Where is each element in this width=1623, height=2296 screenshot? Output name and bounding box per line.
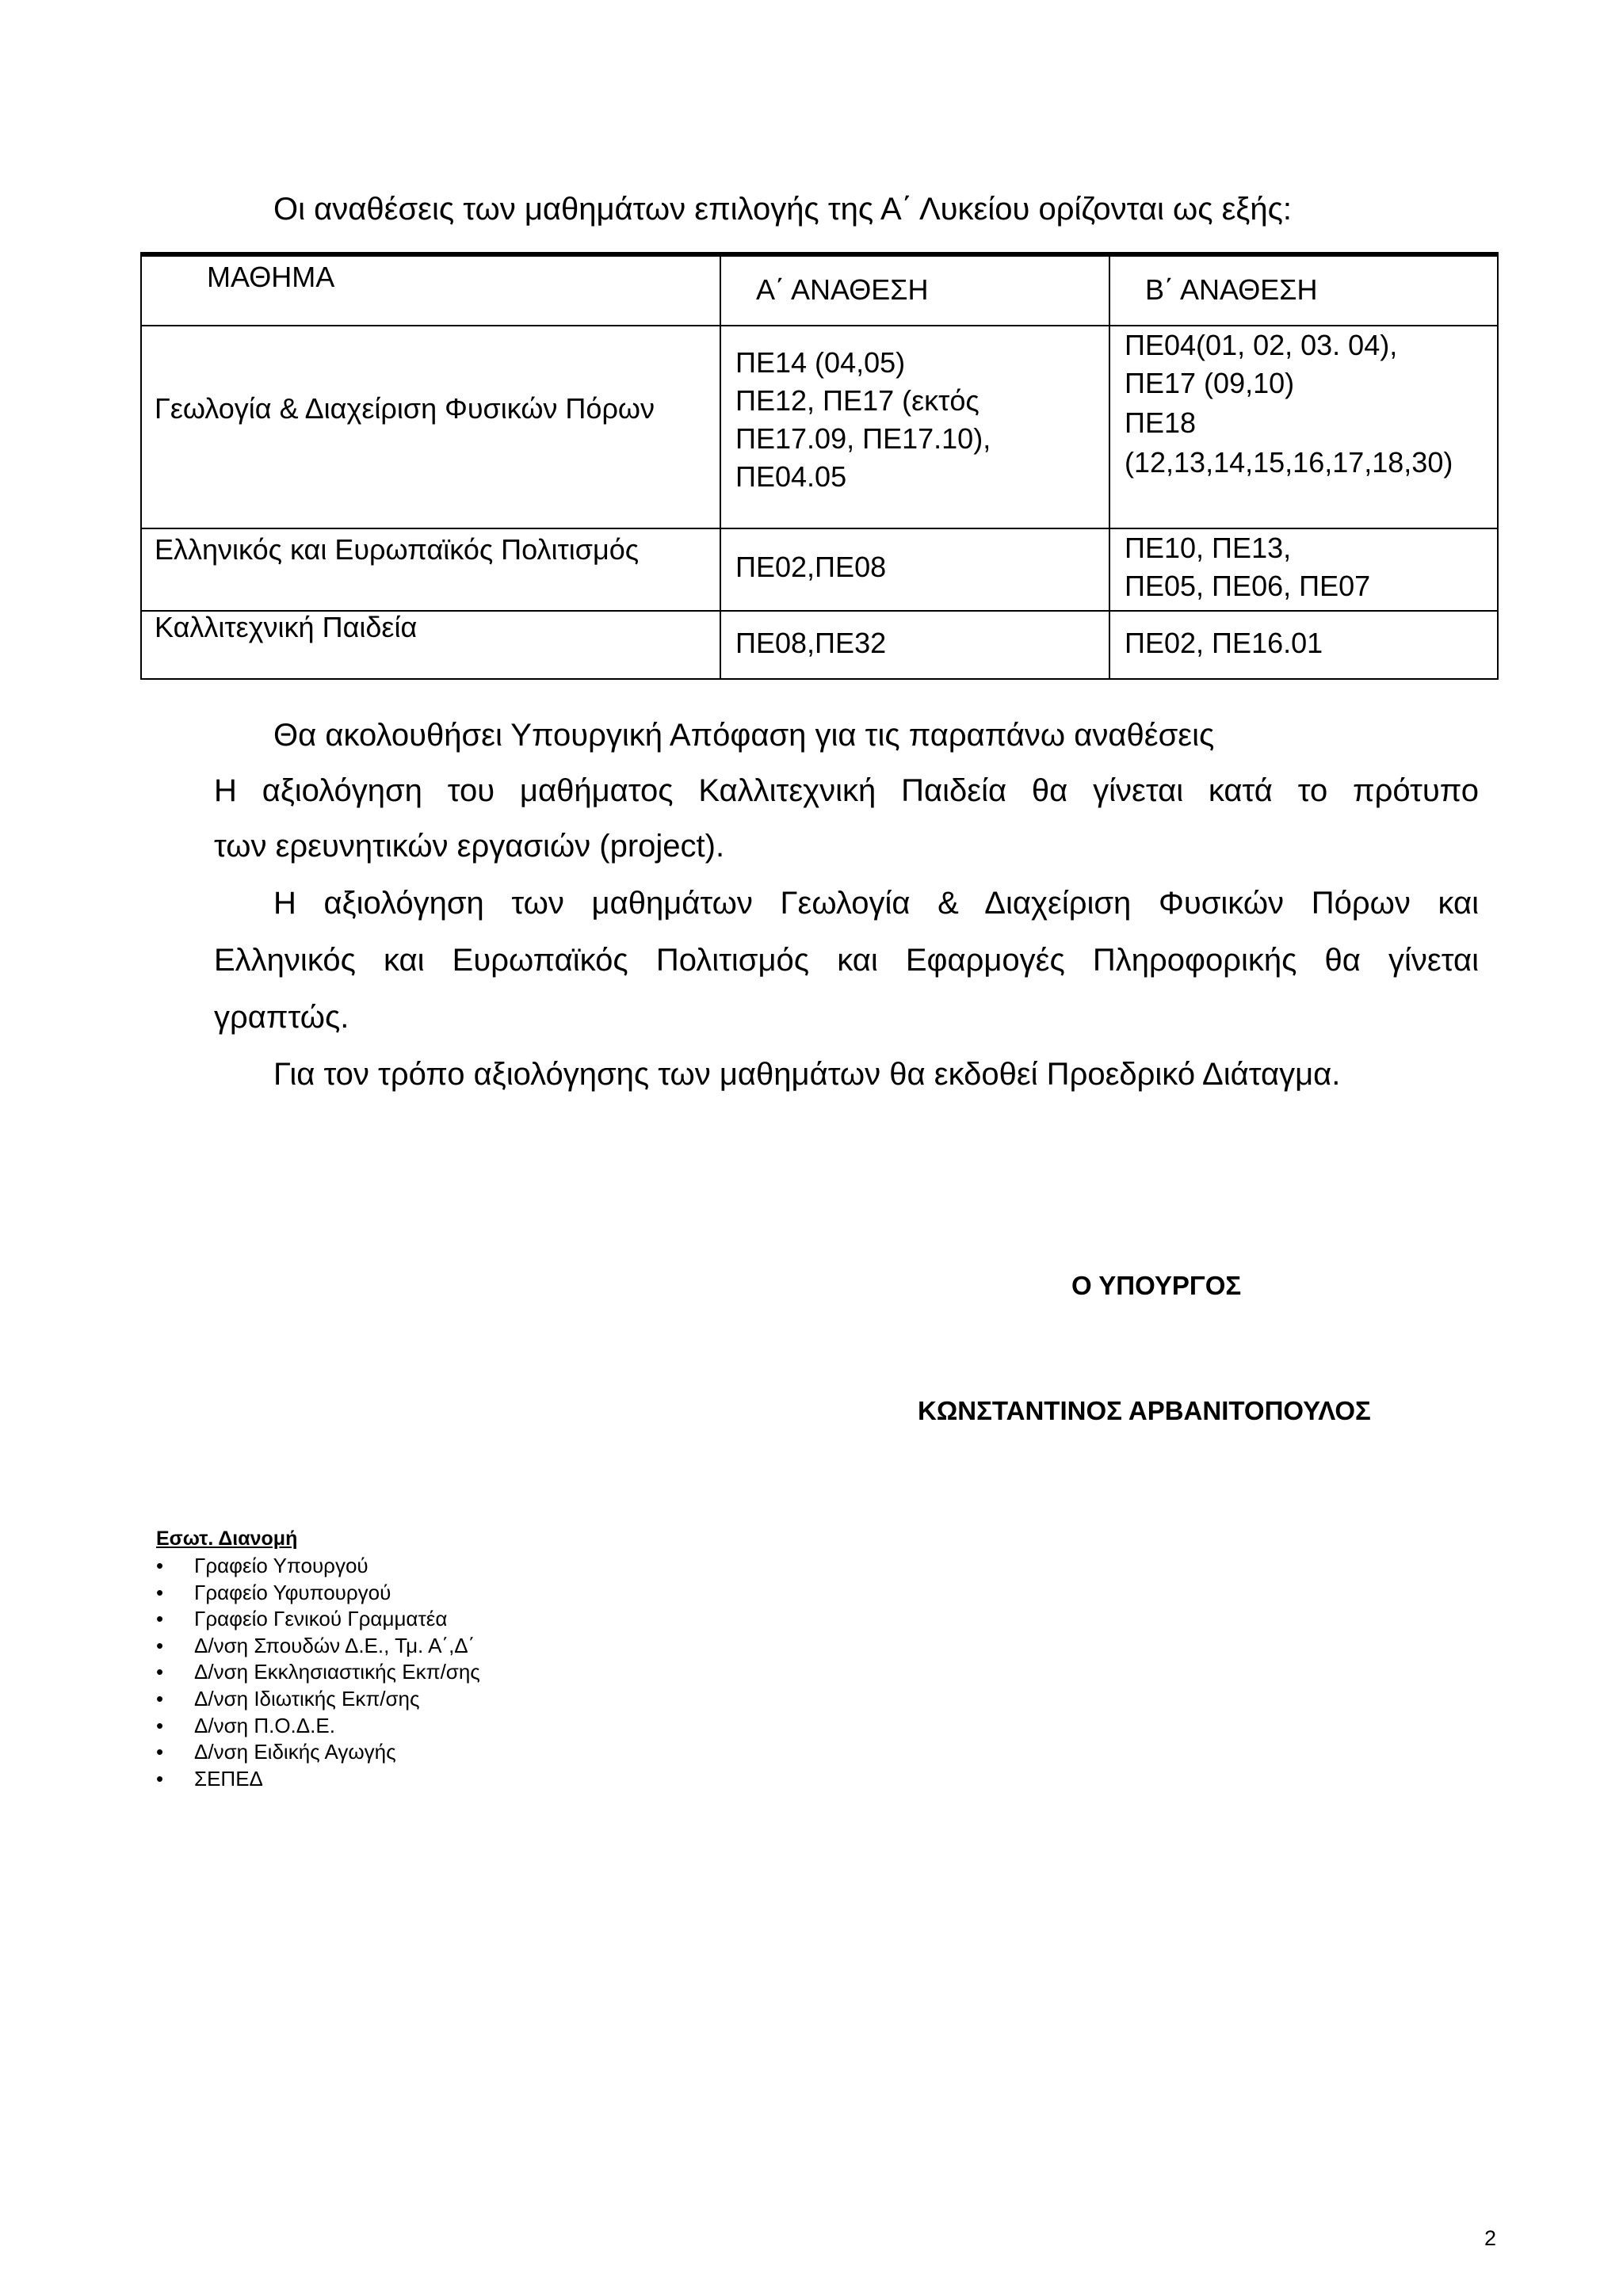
paragraph-decree: Για τον τρόπο αξιολόγησης των μαθημάτων θα εκδοθεί Προεδρικό Διάταγμα. bbox=[273, 1057, 1341, 1092]
list-item: • Δ/νση Ιδιωτικής Εκπ/σης bbox=[156, 1686, 480, 1713]
bullet-icon: • bbox=[156, 1713, 164, 1737]
list-item: • Γραφείο Γενικού Γραμματέα bbox=[156, 1606, 480, 1633]
list-item: • Γραφείο Υφυπουργού bbox=[156, 1580, 480, 1607]
list-item: • ΣΕΠΕΔ bbox=[156, 1766, 480, 1793]
bullet-icon: • bbox=[156, 1740, 164, 1764]
row-subject: Γεωλογία & Διαχείριση Φυσικών Πόρων bbox=[155, 392, 655, 425]
row-b-line: ΠΕ17 (09,10) bbox=[1125, 367, 1295, 399]
row-b-line: (12,13,14,15,16,17,18,30) bbox=[1125, 446, 1453, 479]
paragraph-decision: Θα ακολουθήσει Υπουργική Απόφαση για τις παραπάνω αναθέσεις bbox=[273, 718, 1215, 753]
assignments-table bbox=[140, 252, 1499, 680]
row-subject: Καλλιτεχνική Παιδεία bbox=[155, 611, 418, 643]
paragraph-line: των ερευνητικών εργασιών (project). bbox=[214, 829, 725, 864]
row-b-line: ΠΕ10, ΠΕ13, bbox=[1125, 532, 1292, 564]
list-item: • Δ/νση Ειδικής Αγωγής bbox=[156, 1739, 480, 1766]
paragraph-line: Ελληνικός και Ευρωπαϊκός Πολιτισμός και Εφαρμογές Πληροφορικής θα γίνεται bbox=[214, 943, 1479, 978]
row-b-line: ΠΕ18 bbox=[1125, 406, 1197, 439]
row-a-line: ΠΕ08,ΠΕ32 bbox=[735, 627, 887, 659]
bullet-icon: • bbox=[156, 1660, 164, 1684]
distribution-list bbox=[156, 1553, 480, 1792]
bullet-icon: • bbox=[156, 1554, 164, 1577]
bullet-icon: • bbox=[156, 1580, 164, 1604]
list-item: • Δ/νση Εκκλησιαστικής Εκπ/σης bbox=[156, 1659, 480, 1686]
row-a-line: ΠΕ12, ΠΕ17 (εκτός bbox=[735, 384, 980, 417]
bullet-icon: • bbox=[156, 1607, 164, 1631]
intro-sentence: Οι αναθέσεις των μαθημάτων επιλογής της Α΄ Λυκείου ορίζονται ως εξής: bbox=[273, 192, 1292, 227]
bullet-icon: • bbox=[156, 1633, 164, 1657]
row-b-line: ΠΕ05, ΠΕ06, ΠΕ07 bbox=[1125, 570, 1371, 602]
row-a-line: ΠΕ17.09, ΠΕ17.10), bbox=[735, 422, 991, 455]
table-border-top bbox=[140, 252, 1499, 257]
table-divider bbox=[1109, 252, 1110, 680]
row-a-line: ΠΕ14 (04,05) bbox=[735, 346, 906, 379]
header-a-assignment: Α΄ ΑΝΑΘΕΣΗ bbox=[756, 273, 929, 306]
list-item: • Δ/νση Σπουδών Δ.Ε., Τμ. Α΄,Δ΄ bbox=[156, 1633, 480, 1660]
signature-title: Ο ΥΠΟΥΡΓΟΣ bbox=[1071, 1271, 1242, 1300]
page-number: 2 bbox=[1484, 2226, 1497, 2250]
list-item: • Γραφείο Υπουργού bbox=[156, 1553, 480, 1580]
row-subject: Ελληνικός και Ευρωπαϊκός Πολιτισμός bbox=[155, 533, 640, 566]
row-b-line: ΠΕ04(01, 02, 03. 04), bbox=[1125, 329, 1398, 361]
header-subject: ΜΑΘΗΜΑ bbox=[207, 261, 335, 293]
row-a-line: ΠΕ02,ΠΕ08 bbox=[735, 551, 887, 583]
header-b-assignment: Β΄ ΑΝΑΘΕΣΗ bbox=[1145, 273, 1318, 306]
row-b-line: ΠΕ02, ΠΕ16.01 bbox=[1125, 627, 1323, 659]
signature-name: ΚΩΝΣΤΑΝΤΙΝΟΣ ΑΡΒΑΝΙΤΟΠΟΥΛΟΣ bbox=[918, 1396, 1371, 1425]
paragraph-line: Η αξιολόγηση του μαθήματος Καλλιτεχνική Παιδεία θα γίνεται κατά το πρότυπο bbox=[214, 773, 1479, 808]
table-divider bbox=[720, 252, 721, 680]
table-divider bbox=[140, 528, 1499, 529]
list-item: • Δ/νση Π.Ο.Δ.Ε. bbox=[156, 1713, 480, 1740]
paragraph-line: γραπτώς. bbox=[214, 1000, 349, 1035]
bullet-icon: • bbox=[156, 1766, 164, 1791]
table-border-left bbox=[140, 252, 142, 680]
distribution-title: Εσωτ. Διανομή bbox=[156, 1527, 298, 1550]
table-border-right bbox=[1497, 252, 1499, 680]
paragraph-line: Η αξιολόγηση των μαθημάτων Γεωλογία & Διαχείριση Φυσικών Πόρων και bbox=[273, 886, 1479, 921]
table-border-bottom bbox=[140, 678, 1499, 680]
row-a-line: ΠΕ04.05 bbox=[735, 460, 847, 493]
bullet-icon: • bbox=[156, 1686, 164, 1711]
